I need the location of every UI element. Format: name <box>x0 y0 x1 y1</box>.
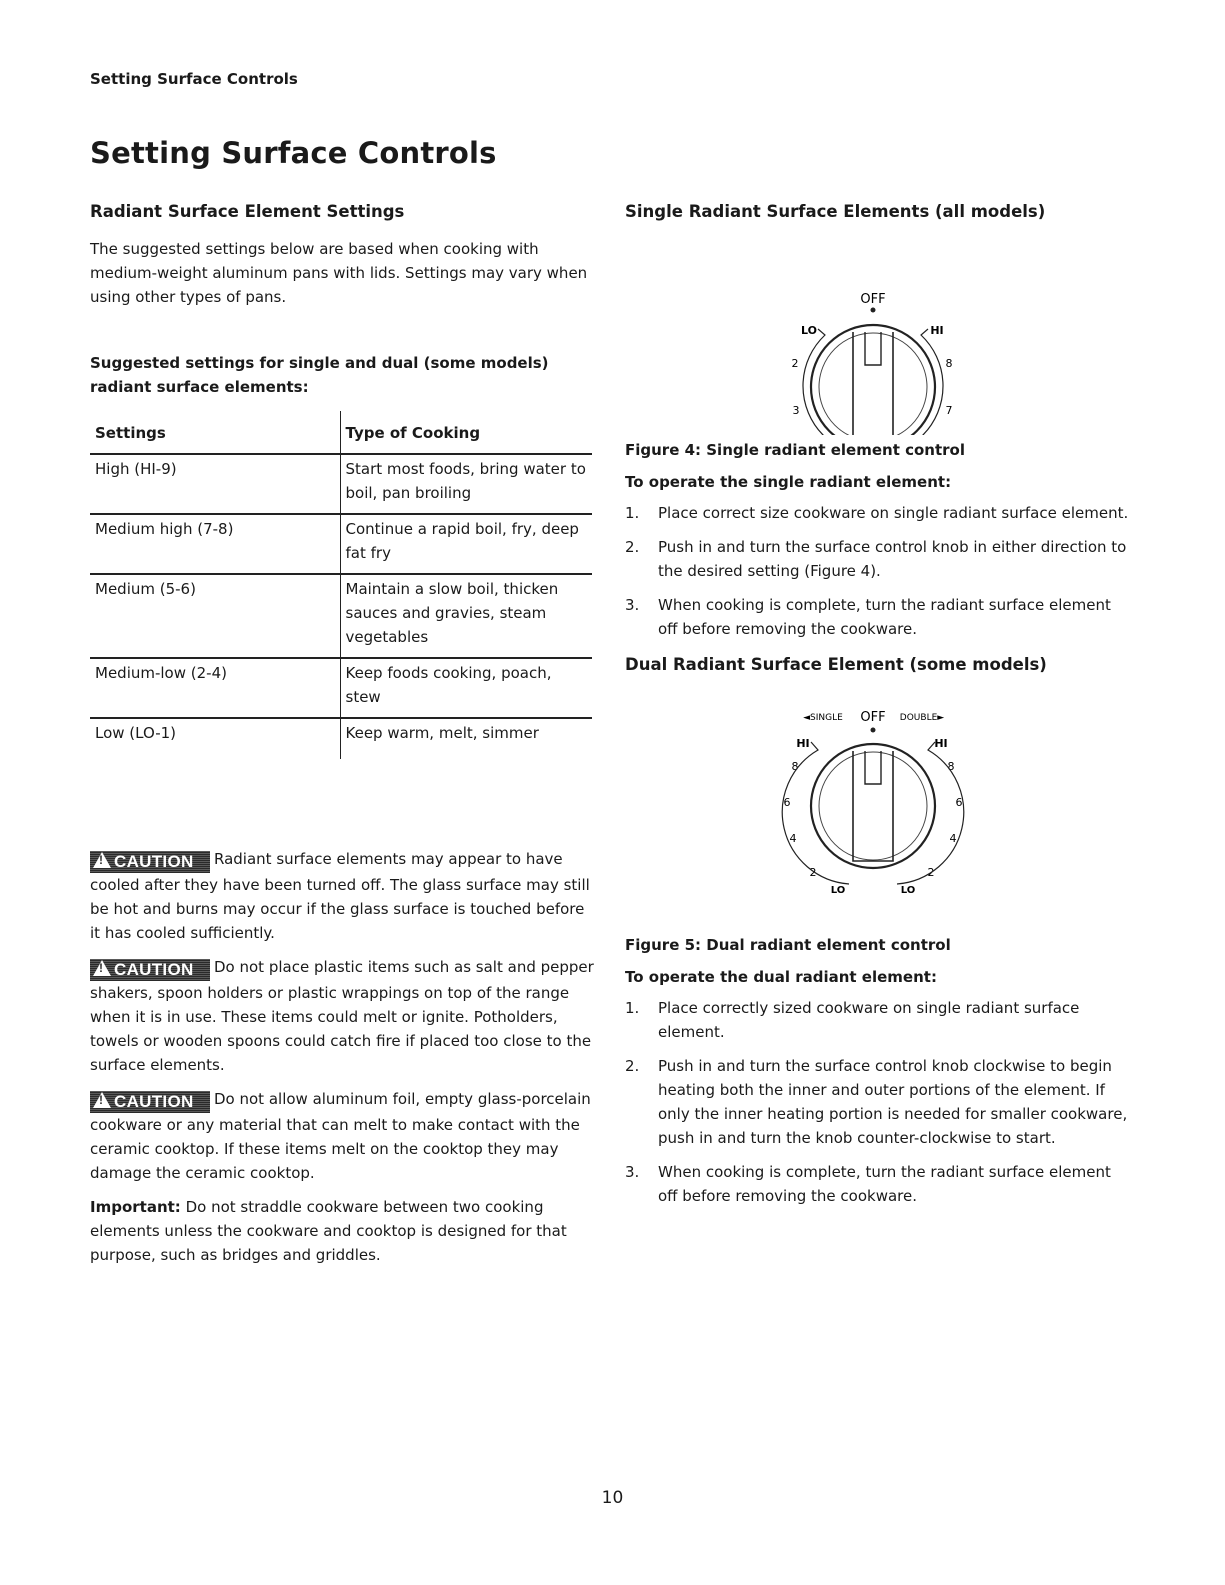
dual-operate-heading: To operate the dual radiant element: <box>625 968 937 986</box>
table-row <box>90 658 592 718</box>
intro-paragraph: The suggested settings below are based when cooking with medium-weight aluminum pans with lids. Settings may vary when using other types of pans. <box>90 240 588 306</box>
knob-left-8-label: 8 <box>791 760 799 773</box>
caution-badge: !CAUTION <box>90 851 210 873</box>
caution-text: Do not allow aluminum foil, empty glass-porcelain cookware or any material that can melt to make contact with the ceramic cooktop. If these items melt on the cooktop they may damage the ceramic cooktop. <box>90 1090 591 1182</box>
header-type-of-cooking: Type of Cooking <box>340 411 592 454</box>
table-subhead: Suggested settings for single and dual (some models) radiant surface elements: <box>90 354 549 396</box>
caution-badge: !CAUTION <box>90 959 210 981</box>
off-indicator-dot <box>871 728 876 733</box>
knob-hi-left-label: HI <box>796 737 810 750</box>
knob-left-6-label: 6 <box>783 796 791 809</box>
table-row <box>90 718 592 759</box>
knob-left-2-label: 2 <box>809 866 817 879</box>
setting-cell: Low (LO-1) <box>90 718 340 759</box>
warning-triangle-icon <box>93 1092 111 1108</box>
important-label: Important: <box>90 1198 181 1216</box>
single-knob-figure <box>625 237 1130 435</box>
knob-right-2-label: 2 <box>927 866 935 879</box>
page-number: 10 <box>601 1488 624 1508</box>
setting-cell: Medium-low (2-4) <box>90 658 340 718</box>
off-indicator-dot <box>871 308 876 313</box>
warning-triangle-icon <box>93 852 111 868</box>
knob-3-label: 3 <box>792 404 800 417</box>
running-head: Setting Surface Controls <box>90 70 298 88</box>
list-item: 2. Push in and turn the surface control knob in either direction to the desired setting (Figure 4). <box>625 538 1127 580</box>
knob-double-label: DOUBLE► <box>899 713 945 723</box>
knob-off-label: OFF <box>860 710 886 725</box>
knob-lo-right-label: LO <box>900 885 916 896</box>
single-knob-diagram <box>625 237 1130 435</box>
dual-steps-list <box>625 996 1130 1208</box>
important-paragraph <box>90 1195 595 1267</box>
knob-outer-ring <box>811 744 935 868</box>
table-row <box>90 514 592 574</box>
setting-cell: Medium high (7-8) <box>90 514 340 574</box>
knob-left-4-label: 4 <box>789 832 797 845</box>
caution-badge: !CAUTION <box>90 1091 210 1113</box>
warning-triangle-icon <box>93 960 111 976</box>
knob-right-6-label: 6 <box>955 796 963 809</box>
header-settings: Settings <box>90 411 340 454</box>
knob-right-8-label: 8 <box>947 760 955 773</box>
dual-element-heading: Dual Radiant Surface Element (some models) <box>625 655 1047 674</box>
caution-text: Do not place plastic items such as salt and pepper shakers, spoon holders or plastic wrappings on top of the range when it is in use. These items could melt or ignite. Potholders, towels or wooden spoons could catch fire if placed too close to the surface elements. <box>90 958 594 1074</box>
caution-text: Radiant surface elements may appear to have cooled after they have been turned off. The glass surface may still be hot and burns may occur if the glass surface is touched before it has cooled sufficiently. <box>90 850 590 942</box>
list-item: 1. Place correct size cookware on single radiant surface element. <box>625 504 1129 522</box>
knob-hi-label: HI <box>930 324 944 337</box>
setting-cell: Medium (5-6) <box>90 574 340 658</box>
list-item: 3. When cooking is complete, turn the radiant surface element off before removing the cookware. <box>625 596 1111 638</box>
cooking-cell: Start most foods, bring water to boil, pan broiling <box>340 454 592 514</box>
right-column <box>625 202 1130 1218</box>
dual-knob-figure <box>625 690 1130 930</box>
list-item: 3. When cooking is complete, turn the radiant surface element off before removing the cookware. <box>625 1163 1111 1205</box>
knob-right-4-label: 4 <box>949 832 957 845</box>
important-text: Do not straddle cookware between two cooking elements unless the cookware and cooktop is designed for that purpose, such as bridges and griddles. <box>90 1198 567 1264</box>
caution-paragraph <box>90 1087 595 1185</box>
setting-cell: High (HI-9) <box>90 454 340 514</box>
caution-paragraph <box>90 955 595 1077</box>
single-operate-heading: To operate the single radiant element: <box>625 473 952 491</box>
knob-7-label: 7 <box>945 404 953 417</box>
knob-8-label: 8 <box>945 357 953 370</box>
cooking-cell: Keep foods cooking, poach, stew <box>340 658 592 718</box>
knob-lo-left-label: LO <box>830 885 846 896</box>
caution-paragraph <box>90 847 595 945</box>
cooking-cell: Keep warm, melt, simmer <box>345 724 539 742</box>
table-row <box>90 574 592 658</box>
cooking-cell: Maintain a slow boil, thicken sauces and gravies, steam vegetables <box>340 574 592 658</box>
knob-off-label: OFF <box>860 292 886 307</box>
list-item: 2. Push in and turn the surface control knob clockwise to begin heating both the inner and outer portions of the element. If only the inner heating portion is needed for smaller cookware, push in and turn the knob counter-clockwise to start. <box>625 1057 1128 1147</box>
settings-heading: Radiant Surface Element Settings <box>90 202 405 221</box>
single-steps-list <box>625 501 1130 641</box>
left-column <box>90 202 595 1277</box>
settings-table <box>90 411 592 759</box>
figure-5-caption: Figure 5: Dual radiant element control <box>625 936 951 954</box>
knob-single-label: ◄SINGLE <box>803 713 843 723</box>
knob-lo-label: LO <box>801 324 817 337</box>
single-element-heading: Single Radiant Surface Elements (all models) <box>625 202 1046 221</box>
table-row <box>90 454 592 514</box>
table-header-row <box>90 411 592 454</box>
list-item: 1. Place correctly sized cookware on single radiant surface element. <box>625 999 1080 1041</box>
knob-hi-right-label: HI <box>934 737 948 750</box>
cautions <box>90 847 595 1267</box>
dual-knob-diagram <box>625 690 1130 930</box>
figure-4-caption: Figure 4: Single radiant element control <box>625 441 965 459</box>
cooking-cell: Continue a rapid boil, fry, deep fat fry <box>340 514 592 574</box>
knob-2-label: 2 <box>791 357 799 370</box>
page-title: Setting Surface Controls <box>90 136 497 170</box>
